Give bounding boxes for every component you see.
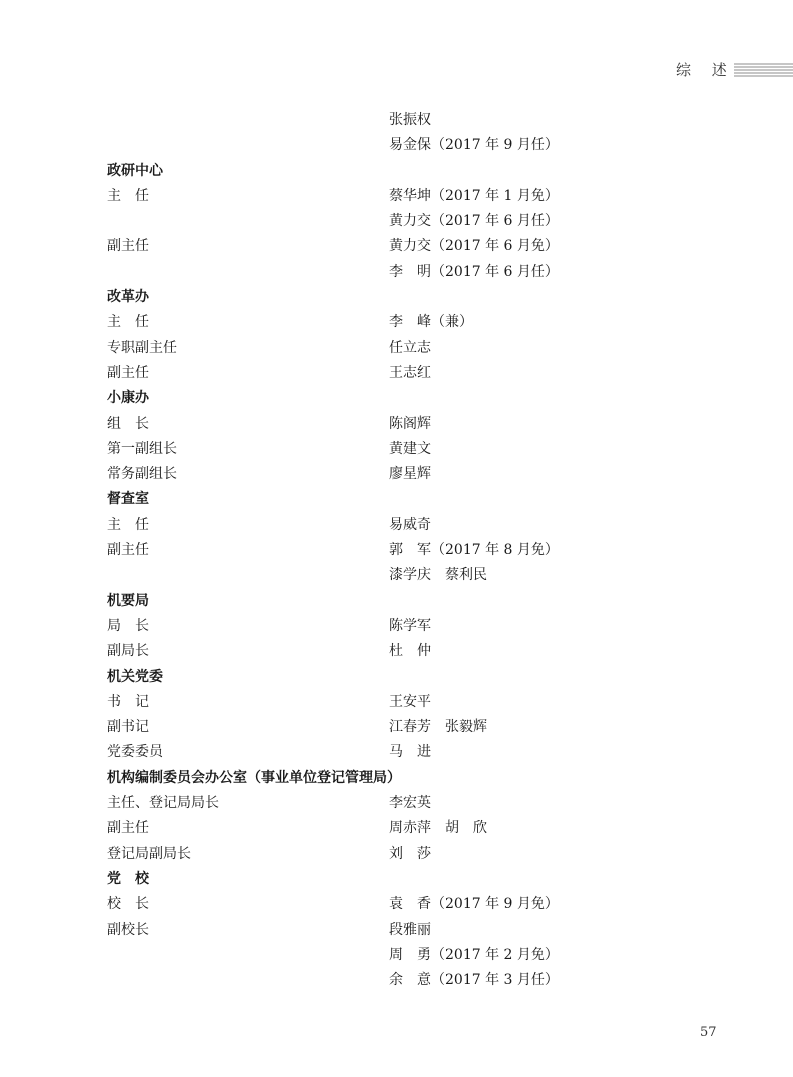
person-name: 王志红 bbox=[389, 364, 431, 381]
section-heading: 政研中心 bbox=[107, 162, 163, 179]
section-heading: 小康办 bbox=[107, 390, 149, 407]
personnel-row bbox=[0, 943, 793, 968]
page-number: 57 bbox=[700, 1025, 717, 1040]
personnel-row bbox=[0, 234, 793, 259]
personnel-row bbox=[0, 614, 793, 639]
position-title: 副主任 bbox=[107, 820, 149, 837]
position-title: 常务副组长 bbox=[107, 466, 177, 483]
personnel-row bbox=[0, 108, 793, 133]
position-title: 主 任 bbox=[107, 516, 149, 533]
person-name: 易威奇 bbox=[389, 516, 431, 533]
section-heading-row bbox=[0, 589, 793, 614]
position-title: 组 长 bbox=[107, 415, 149, 432]
section-heading-row bbox=[0, 159, 793, 184]
person-name: 周赤萍 胡 欣 bbox=[389, 820, 487, 837]
position-title: 书 记 bbox=[107, 693, 149, 710]
section-heading-row bbox=[0, 285, 793, 310]
person-name: 马 进 bbox=[389, 744, 431, 761]
section-title: 综 述 bbox=[676, 61, 735, 79]
personnel-row bbox=[0, 690, 793, 715]
personnel-row bbox=[0, 538, 793, 563]
person-name: 李宏英 bbox=[389, 795, 431, 812]
section-heading: 改革办 bbox=[107, 289, 149, 306]
personnel-row bbox=[0, 791, 793, 816]
personnel-row bbox=[0, 842, 793, 867]
person-name: 周 勇（2017 年 2 月免） bbox=[389, 946, 559, 963]
person-name: 任立志 bbox=[389, 339, 431, 356]
personnel-row bbox=[0, 563, 793, 588]
position-title: 副校长 bbox=[107, 921, 149, 938]
position-title: 专职副主任 bbox=[107, 339, 177, 356]
person-name: 李 峰（兼） bbox=[389, 314, 473, 331]
position-title: 登记局副局长 bbox=[107, 845, 191, 862]
person-name: 郭 军（2017 年 8 月免） bbox=[389, 542, 559, 559]
person-name: 蔡华坤（2017 年 1 月免） bbox=[389, 187, 559, 204]
person-name: 杜 仲 bbox=[389, 643, 431, 660]
section-heading-row bbox=[0, 766, 793, 791]
person-name: 王安平 bbox=[389, 693, 431, 710]
personnel-row bbox=[0, 437, 793, 462]
personnel-row bbox=[0, 740, 793, 765]
position-title: 副主任 bbox=[107, 238, 149, 255]
position-title: 第一副组长 bbox=[107, 440, 177, 457]
personnel-row bbox=[0, 639, 793, 664]
personnel-row bbox=[0, 968, 793, 993]
person-name: 廖星辉 bbox=[389, 466, 431, 483]
personnel-row bbox=[0, 412, 793, 437]
section-heading-row bbox=[0, 386, 793, 411]
person-name: 漆学庆 蔡利民 bbox=[389, 567, 487, 584]
position-title: 副主任 bbox=[107, 542, 149, 559]
section-heading-row bbox=[0, 665, 793, 690]
person-name: 余 意（2017 年 3 月任） bbox=[389, 972, 559, 989]
person-name: 陈阁辉 bbox=[389, 415, 431, 432]
section-heading-row bbox=[0, 487, 793, 512]
person-name: 黄力交（2017 年 6 月免） bbox=[389, 238, 559, 255]
position-title: 主任、登记局局长 bbox=[107, 795, 219, 812]
section-heading: 机关党委 bbox=[107, 668, 163, 685]
header-rule-decoration bbox=[734, 63, 793, 79]
position-title: 主 任 bbox=[107, 314, 149, 331]
position-title: 党委委员 bbox=[107, 744, 163, 761]
person-name: 张振权 bbox=[389, 112, 431, 128]
position-title: 副书记 bbox=[107, 719, 149, 736]
person-name: 易金保（2017 年 9 月任） bbox=[389, 137, 559, 154]
person-name: 刘 莎 bbox=[389, 845, 431, 862]
personnel-row bbox=[0, 310, 793, 335]
position-title: 局 长 bbox=[107, 617, 149, 634]
position-title: 主 任 bbox=[107, 187, 149, 204]
section-heading: 机构编制委员会办公室（事业单位登记管理局） bbox=[107, 769, 401, 786]
position-title: 副主任 bbox=[107, 364, 149, 381]
personnel-row bbox=[0, 260, 793, 285]
person-name: 江春芳 张毅辉 bbox=[389, 719, 487, 736]
personnel-row bbox=[0, 816, 793, 841]
personnel-list bbox=[0, 108, 793, 993]
position-title: 副局长 bbox=[107, 643, 149, 660]
personnel-row bbox=[0, 715, 793, 740]
personnel-row bbox=[0, 133, 793, 158]
personnel-row bbox=[0, 184, 793, 209]
personnel-row bbox=[0, 513, 793, 538]
section-heading: 党 校 bbox=[107, 870, 149, 887]
person-name: 段雅丽 bbox=[389, 921, 431, 938]
person-name: 陈学军 bbox=[389, 617, 431, 634]
personnel-row bbox=[0, 918, 793, 943]
personnel-row bbox=[0, 892, 793, 917]
person-name: 李 明（2017 年 6 月任） bbox=[389, 263, 559, 280]
person-name: 袁 香（2017 年 9 月免） bbox=[389, 896, 559, 913]
person-name: 黄建文 bbox=[389, 440, 431, 457]
personnel-row bbox=[0, 361, 793, 386]
section-heading: 督查室 bbox=[107, 491, 149, 508]
personnel-row bbox=[0, 209, 793, 234]
person-name: 黄力交（2017 年 6 月任） bbox=[389, 213, 559, 230]
personnel-row bbox=[0, 462, 793, 487]
personnel-row bbox=[0, 336, 793, 361]
section-heading: 机要局 bbox=[107, 592, 149, 609]
position-title: 校 长 bbox=[107, 896, 149, 913]
section-heading-row bbox=[0, 867, 793, 892]
